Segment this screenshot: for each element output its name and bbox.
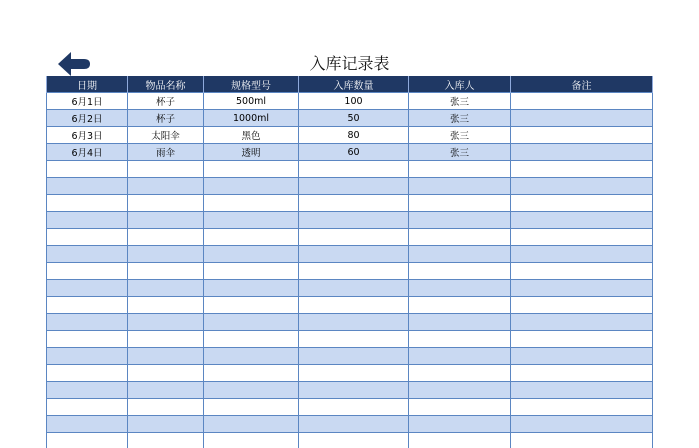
cell-quantity[interactable] (299, 263, 409, 280)
cell-receiver[interactable] (409, 365, 511, 382)
cell-receiver[interactable]: 张三 (409, 127, 511, 144)
cell-receiver[interactable] (409, 314, 511, 331)
cell-receiver[interactable] (409, 399, 511, 416)
cell-date[interactable]: 6月2日 (47, 110, 128, 127)
cell-spec[interactable] (204, 297, 299, 314)
cell-receiver[interactable] (409, 433, 511, 448)
table-row (47, 297, 653, 314)
cell-receiver[interactable] (409, 229, 511, 246)
cell-remarks[interactable] (511, 314, 653, 331)
table-row (47, 280, 653, 297)
cell-item-name[interactable] (128, 246, 204, 263)
cell-item-name[interactable] (128, 416, 204, 433)
cell-receiver[interactable]: 张三 (409, 93, 511, 110)
cell-receiver[interactable]: 张三 (409, 144, 511, 161)
cell-quantity[interactable] (299, 382, 409, 399)
cell-quantity[interactable] (299, 212, 409, 229)
cell-spec[interactable] (204, 416, 299, 433)
cell-spec[interactable] (204, 314, 299, 331)
cell-item-name[interactable]: 杯子 (128, 93, 204, 110)
cell-spec[interactable] (204, 212, 299, 229)
cell-date[interactable] (47, 382, 128, 399)
cell-remarks[interactable] (511, 263, 653, 280)
cell-remarks[interactable] (511, 144, 653, 161)
table-row (47, 416, 653, 433)
cell-spec[interactable]: 500ml (204, 93, 299, 110)
cell-remarks[interactable] (511, 399, 653, 416)
cell-remarks[interactable] (511, 297, 653, 314)
cell-date[interactable] (47, 212, 128, 229)
table-row (47, 127, 653, 144)
cell-quantity[interactable] (299, 161, 409, 178)
table-row (47, 144, 653, 161)
cell-remarks[interactable] (511, 161, 653, 178)
cell-date[interactable] (47, 280, 128, 297)
cell-quantity[interactable]: 60 (299, 144, 409, 161)
cell-remarks[interactable] (511, 127, 653, 144)
cell-item-name[interactable] (128, 178, 204, 195)
cell-spec[interactable] (204, 331, 299, 348)
cell-spec[interactable] (204, 365, 299, 382)
cell-spec[interactable] (204, 382, 299, 399)
cell-spec[interactable] (204, 399, 299, 416)
cell-date[interactable] (47, 229, 128, 246)
column-header-spec[interactable]: 规格型号 (204, 76, 299, 93)
cell-receiver[interactable] (409, 263, 511, 280)
table-row (47, 433, 653, 448)
cell-spec[interactable] (204, 280, 299, 297)
table-row (47, 348, 653, 365)
cell-quantity[interactable] (299, 297, 409, 314)
cell-remarks[interactable] (511, 365, 653, 382)
cell-quantity[interactable]: 80 (299, 127, 409, 144)
table-row (47, 195, 653, 212)
table-row (47, 314, 653, 331)
cell-remarks[interactable] (511, 331, 653, 348)
cell-receiver[interactable] (409, 297, 511, 314)
cell-item-name[interactable]: 杯子 (128, 110, 204, 127)
cell-remarks[interactable] (511, 246, 653, 263)
cell-remarks[interactable] (511, 93, 653, 110)
cell-quantity[interactable] (299, 195, 409, 212)
cell-quantity[interactable]: 50 (299, 110, 409, 127)
cell-spec[interactable] (204, 178, 299, 195)
cell-date[interactable]: 6月4日 (47, 144, 128, 161)
cell-quantity[interactable] (299, 348, 409, 365)
cell-quantity[interactable] (299, 246, 409, 263)
cell-date[interactable] (47, 365, 128, 382)
cell-date[interactable]: 6月3日 (47, 127, 128, 144)
cell-item-name[interactable] (128, 212, 204, 229)
cell-item-name[interactable]: 雨伞 (128, 144, 204, 161)
cell-remarks[interactable] (511, 229, 653, 246)
cell-remarks[interactable] (511, 348, 653, 365)
cell-item-name[interactable] (128, 314, 204, 331)
cell-quantity[interactable] (299, 433, 409, 448)
cell-date[interactable] (47, 246, 128, 263)
table-row (47, 365, 653, 382)
cell-quantity[interactable] (299, 178, 409, 195)
cell-spec[interactable] (204, 229, 299, 246)
table-row (47, 178, 653, 195)
cell-quantity[interactable] (299, 331, 409, 348)
cell-quantity[interactable] (299, 280, 409, 297)
cell-item-name[interactable] (128, 433, 204, 448)
cell-receiver[interactable] (409, 382, 511, 399)
inventory-table (46, 76, 653, 448)
column-header-date[interactable]: 日期 (47, 76, 128, 93)
cell-date[interactable] (47, 416, 128, 433)
cell-remarks[interactable] (511, 195, 653, 212)
cell-date[interactable] (47, 331, 128, 348)
cell-quantity[interactable] (299, 416, 409, 433)
cell-receiver[interactable] (409, 212, 511, 229)
column-header-item-name[interactable]: 物品名称 (128, 76, 204, 93)
cell-date[interactable] (47, 263, 128, 280)
cell-item-name[interactable] (128, 229, 204, 246)
table-row (47, 331, 653, 348)
cell-receiver[interactable] (409, 416, 511, 433)
cell-spec[interactable] (204, 195, 299, 212)
table-row (47, 212, 653, 229)
cell-item-name[interactable] (128, 382, 204, 399)
sheet-title: 入库记录表 (309, 54, 390, 73)
table-row (47, 93, 653, 110)
cell-quantity[interactable] (299, 399, 409, 416)
cell-item-name[interactable] (128, 331, 204, 348)
table-row (47, 263, 653, 280)
column-header-quantity[interactable]: 入库数量 (299, 76, 409, 93)
table-body (47, 93, 653, 448)
cell-spec[interactable]: 透明 (204, 144, 299, 161)
cell-spec[interactable] (204, 433, 299, 448)
cell-receiver[interactable]: 张三 (409, 110, 511, 127)
cell-spec[interactable] (204, 263, 299, 280)
cell-date[interactable] (47, 161, 128, 178)
cell-spec[interactable] (204, 246, 299, 263)
cell-item-name[interactable] (128, 297, 204, 314)
cell-remarks[interactable] (511, 178, 653, 195)
cell-date[interactable] (47, 433, 128, 448)
cell-remarks[interactable] (511, 212, 653, 229)
cell-item-name[interactable] (128, 348, 204, 365)
cell-item-name[interactable] (128, 399, 204, 416)
header-row (47, 76, 653, 93)
cell-spec[interactable] (204, 348, 299, 365)
cell-receiver[interactable] (409, 331, 511, 348)
cell-date[interactable] (47, 314, 128, 331)
cell-date[interactable] (47, 195, 128, 212)
column-header-receiver[interactable]: 入库人 (409, 76, 511, 93)
cell-receiver[interactable] (409, 195, 511, 212)
cell-item-name[interactable]: 太阳伞 (128, 127, 204, 144)
cell-item-name[interactable] (128, 263, 204, 280)
cell-remarks[interactable] (511, 382, 653, 399)
cell-receiver[interactable] (409, 280, 511, 297)
table-row (47, 229, 653, 246)
cell-remarks[interactable] (511, 110, 653, 127)
cell-item-name[interactable] (128, 280, 204, 297)
cell-spec[interactable] (204, 161, 299, 178)
cell-spec[interactable]: 黑色 (204, 127, 299, 144)
cell-spec[interactable]: 1000ml (204, 110, 299, 127)
table-row (47, 382, 653, 399)
cell-quantity[interactable] (299, 229, 409, 246)
cell-receiver[interactable] (409, 161, 511, 178)
cell-remarks[interactable] (511, 433, 653, 448)
table-row (47, 246, 653, 263)
cell-date[interactable]: 6月1日 (47, 93, 128, 110)
cell-remarks[interactable] (511, 416, 653, 433)
cell-date[interactable] (47, 297, 128, 314)
cell-item-name[interactable] (128, 161, 204, 178)
column-header-remarks[interactable]: 备注 (511, 76, 653, 93)
cell-date[interactable] (47, 348, 128, 365)
cell-receiver[interactable] (409, 178, 511, 195)
cell-quantity[interactable]: 100 (299, 93, 409, 110)
cell-date[interactable] (47, 178, 128, 195)
cell-date[interactable] (47, 399, 128, 416)
cell-receiver[interactable] (409, 348, 511, 365)
cell-item-name[interactable] (128, 365, 204, 382)
cell-remarks[interactable] (511, 280, 653, 297)
table-row (47, 399, 653, 416)
cell-quantity[interactable] (299, 365, 409, 382)
cell-quantity[interactable] (299, 314, 409, 331)
cell-receiver[interactable] (409, 246, 511, 263)
cell-item-name[interactable] (128, 195, 204, 212)
table-row (47, 110, 653, 127)
table-row (47, 161, 653, 178)
